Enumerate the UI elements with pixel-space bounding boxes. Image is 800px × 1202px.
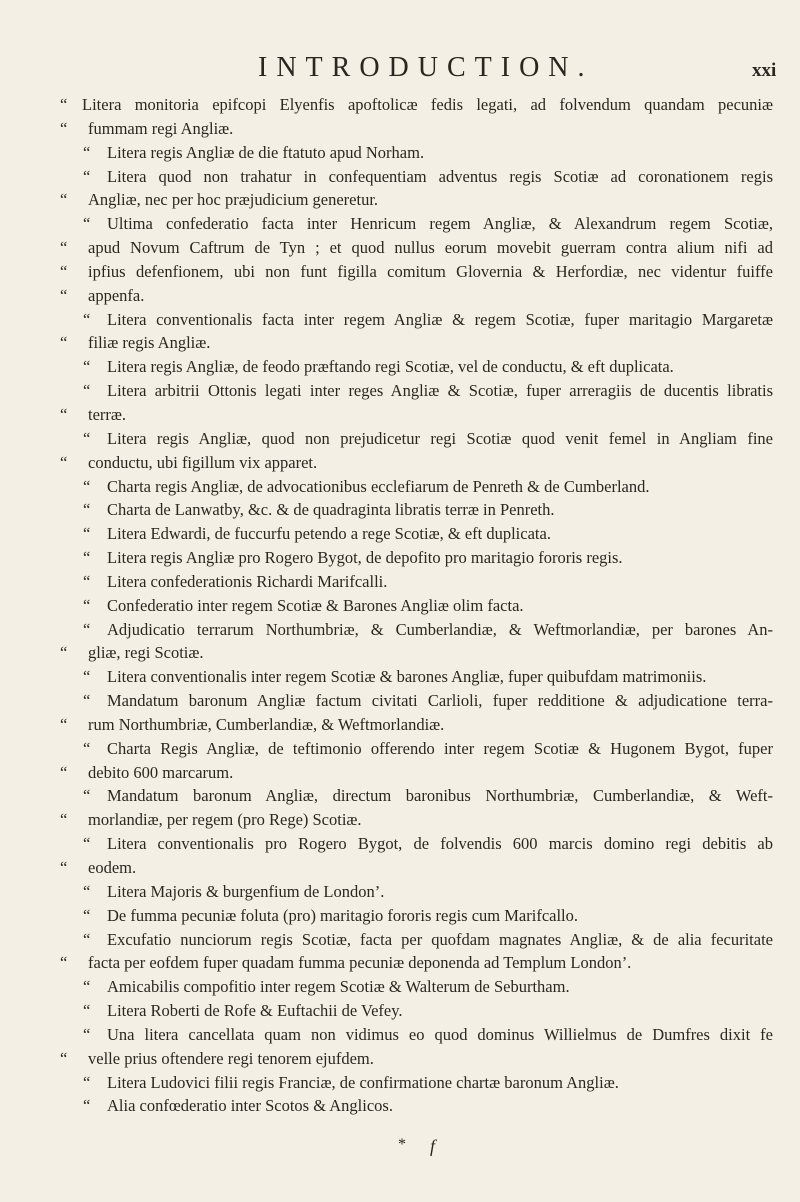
- text-line: [0, 689, 800, 713]
- text-line: [0, 141, 800, 165]
- text-line: [0, 856, 800, 880]
- text-line: [0, 308, 800, 332]
- text-line: [0, 355, 800, 379]
- text-line: [0, 1071, 800, 1095]
- line-text: Angliæ, nec per hoc præjudicium generetur.: [88, 190, 379, 210]
- text-line: [0, 1023, 800, 1047]
- quote-mark: “: [83, 977, 91, 997]
- quote-mark: “: [60, 452, 68, 472]
- line-text: filiæ regis Angliæ.: [88, 333, 211, 353]
- quote-mark: “: [60, 762, 68, 782]
- quote-mark: “: [83, 834, 91, 854]
- quote-mark: “: [83, 738, 91, 758]
- line-text: facta per eofdem fuper quadam fumma pecuniæ deponenda ad Templum London’.: [88, 953, 632, 973]
- quote-mark: “: [83, 357, 91, 377]
- line-text: Litera monitoria epifcopi Elyenfis apoftolicæ fedis legati, ad folvendum quandam pecuniæ: [82, 95, 773, 114]
- line-text: conductu, ubi figillum vix apparet.: [88, 452, 318, 472]
- signature-star: *: [398, 1136, 406, 1153]
- quote-mark: “: [60, 95, 68, 114]
- line-text: Alia confœderatio inter Scotos & Anglicos.: [107, 1096, 393, 1116]
- line-text: Excufatio nunciorum regis Scotiæ, facta per quofdam magnates Angliæ, & de alia fecuritate: [107, 929, 773, 949]
- quote-mark: “: [83, 428, 91, 448]
- text-line: [0, 331, 800, 355]
- text-line: [0, 212, 800, 236]
- quote-mark: “: [83, 524, 91, 544]
- text-line: [0, 928, 800, 952]
- text-line: [0, 93, 800, 117]
- text-line: [0, 498, 800, 522]
- text-line: [0, 737, 800, 761]
- text-line: [0, 904, 800, 928]
- signature-letter: f: [430, 1136, 436, 1156]
- text-line: [0, 570, 800, 594]
- line-text: eodem.: [88, 858, 137, 877]
- text-line: [0, 403, 800, 427]
- quote-mark: “: [60, 404, 68, 424]
- quote-mark: “: [60, 285, 68, 305]
- quote-mark: “: [83, 476, 91, 496]
- quote-mark: “: [60, 190, 68, 210]
- line-text: Litera arbitrii Ottonis legati inter reges Angliæ & Scotiæ, fuper arreragiis de ducentis libratis: [107, 381, 773, 401]
- text-line: [0, 641, 800, 665]
- line-text: rum Northumbriæ, Cumberlandiæ, & Weftmorlandiæ.: [88, 714, 445, 734]
- quote-mark: “: [83, 619, 91, 639]
- quote-mark: “: [60, 1048, 68, 1068]
- quote-mark: “: [60, 238, 68, 258]
- text-line: [0, 784, 800, 808]
- text-line: [0, 475, 800, 499]
- text-line: [0, 260, 800, 284]
- entry-list: [0, 93, 800, 1118]
- text-line: [0, 188, 800, 212]
- text-line: [0, 427, 800, 451]
- running-title: INTRODUCTION.: [258, 52, 594, 83]
- text-line: [0, 1047, 800, 1071]
- line-text: debito 600 marcarum.: [88, 762, 234, 782]
- line-text: appenfa.: [88, 285, 145, 305]
- quote-mark: “: [83, 500, 91, 520]
- line-text: Litera regis Angliæ, de feodo præftando regi Scotiæ, vel de conductu, & eft duplicata.: [107, 357, 674, 377]
- quote-mark: “: [83, 548, 91, 568]
- line-text: Charta de Lanwatby, &c. & de quadraginta libratis terræ in Penreth.: [107, 500, 555, 520]
- line-text: apud Novum Caftrum de Tyn ; et quod nullus eorum movebit guerram contra alium nifi ad: [88, 238, 773, 258]
- line-text: Litera regis Angliæ pro Rogero Bygot, de depofito pro maritagio fororis regis.: [107, 548, 623, 568]
- line-text: Litera Ludovici filii regis Franciæ, de confirmatione chartæ baronum Angliæ.: [107, 1072, 619, 1092]
- text-line: [0, 117, 800, 141]
- line-text: Litera confederationis Richardi Marifcalli.: [107, 571, 388, 591]
- quote-mark: “: [83, 166, 91, 186]
- line-text: ipfius defenfionem, ubi non funt figilla comitum Glovernia & Herfordiæ, nec videntur fuiffe: [88, 261, 773, 281]
- text-line: [0, 594, 800, 618]
- quote-mark: “: [60, 714, 68, 734]
- text-line: [0, 808, 800, 832]
- quote-mark: “: [83, 929, 91, 949]
- quote-mark: “: [60, 858, 68, 877]
- text-line: [0, 999, 800, 1023]
- text-line: [0, 880, 800, 904]
- text-line: [0, 713, 800, 737]
- line-text: Litera regis Angliæ, quod non prejudicetur regi Scotiæ quod venit femel in Angliam fine: [107, 428, 773, 448]
- line-text: Mandatum baronum Angliæ, directum baronibus Northumbriæ, Cumberlandiæ, & Weft-: [107, 786, 773, 806]
- line-text: Ultima confederatio facta inter Henricum regem Angliæ, & Alexandrum regem Scotiæ,: [107, 214, 773, 234]
- text-line: [0, 522, 800, 546]
- line-text: gliæ, regi Scotiæ.: [88, 643, 204, 663]
- line-text: Charta Regis Angliæ, de teftimonio offerendo inter regem Scotiæ & Hugonem Bygot, fuper: [107, 738, 773, 758]
- signature-mark: [0, 1136, 800, 1160]
- text-line: [0, 546, 800, 570]
- quote-mark: “: [60, 333, 68, 353]
- line-text: Confederatio inter regem Scotiæ & Barones Angliæ olim facta.: [107, 595, 524, 615]
- quote-mark: “: [83, 381, 91, 401]
- line-text: Charta regis Angliæ, de advocationibus ecclefiarum de Penreth & de Cumberland.: [107, 476, 650, 496]
- page-number: xxi: [752, 60, 777, 81]
- line-text: Litera quod non trahatur in confequentiam adventus regis Scotiæ ad coronationem regis: [107, 166, 773, 186]
- quote-mark: “: [83, 905, 91, 925]
- quote-mark: “: [83, 1096, 91, 1116]
- quote-mark: “: [60, 810, 68, 830]
- line-text: velle prius oftendere regi tenorem ejufdem.: [88, 1048, 374, 1068]
- line-text: Litera regis Angliæ de die ftatuto apud Norham.: [107, 142, 425, 162]
- line-text: Adjudicatio terrarum Northumbriæ, & Cumberlandiæ, & Weftmorlandiæ, per barones An-: [107, 619, 773, 639]
- running-head: [0, 50, 800, 86]
- line-text: Litera conventionalis pro Rogero Bygot, de folvendis 600 marcis domino regi debitis ab: [107, 834, 773, 854]
- text-line: [0, 665, 800, 689]
- text-line: [0, 618, 800, 642]
- quote-mark: “: [60, 261, 68, 281]
- text-line: [0, 761, 800, 785]
- line-text: Litera Roberti de Rofe & Euftachii de Vefey.: [107, 1001, 403, 1021]
- quote-mark: “: [60, 643, 68, 663]
- quote-mark: “: [83, 1072, 91, 1092]
- line-text: morlandiæ, per regem (pro Rege) Scotiæ.: [88, 810, 362, 830]
- quote-mark: “: [83, 595, 91, 615]
- quote-mark: “: [83, 1001, 91, 1021]
- text-line: [0, 165, 800, 189]
- quote-mark: “: [83, 142, 91, 162]
- text-line: [0, 451, 800, 475]
- text-line: [0, 951, 800, 975]
- quote-mark: “: [60, 953, 68, 973]
- line-text: Litera conventionalis inter regem Scotiæ & barones Angliæ, fuper quibufdam matrimoniis.: [107, 667, 707, 687]
- line-text: Mandatum baronum Angliæ factum civitati Carlioli, fuper redditione & adjudicatione terra-: [107, 691, 773, 711]
- line-text: terræ.: [88, 404, 127, 424]
- text-line: [0, 1094, 800, 1118]
- quote-mark: “: [83, 309, 91, 329]
- line-text: Litera Edwardi, de fuccurfu petendo a rege Scotiæ, & eft duplicata.: [107, 524, 551, 544]
- line-text: Litera conventionalis facta inter regem Angliæ & regem Scotiæ, fuper maritagio Margaretæ: [107, 309, 773, 329]
- line-text: Amicabilis compofitio inter regem Scotiæ & Walterum de Seburtham.: [107, 977, 570, 997]
- quote-mark: “: [83, 667, 91, 687]
- text-line: [0, 975, 800, 999]
- quote-mark: “: [83, 786, 91, 806]
- line-text: De fumma pecuniæ foluta (pro) maritagio fororis regis cum Marifcallo.: [107, 905, 579, 925]
- text-line: [0, 284, 800, 308]
- text-line: [0, 236, 800, 260]
- quote-mark: “: [60, 118, 68, 138]
- quote-mark: “: [83, 881, 91, 901]
- line-text: fummam regi Angliæ.: [88, 118, 234, 138]
- quote-mark: “: [83, 571, 91, 591]
- quote-mark: “: [83, 214, 91, 234]
- text-line: [0, 832, 800, 856]
- line-text: Litera Majoris & burgenfium de London’.: [107, 881, 385, 901]
- text-line: [0, 379, 800, 403]
- line-text: Una litera cancellata quam non vidimus eo quod dominus Willielmus de Dumfres dixit fe: [107, 1024, 773, 1044]
- quote-mark: “: [83, 691, 91, 711]
- quote-mark: “: [83, 1024, 91, 1044]
